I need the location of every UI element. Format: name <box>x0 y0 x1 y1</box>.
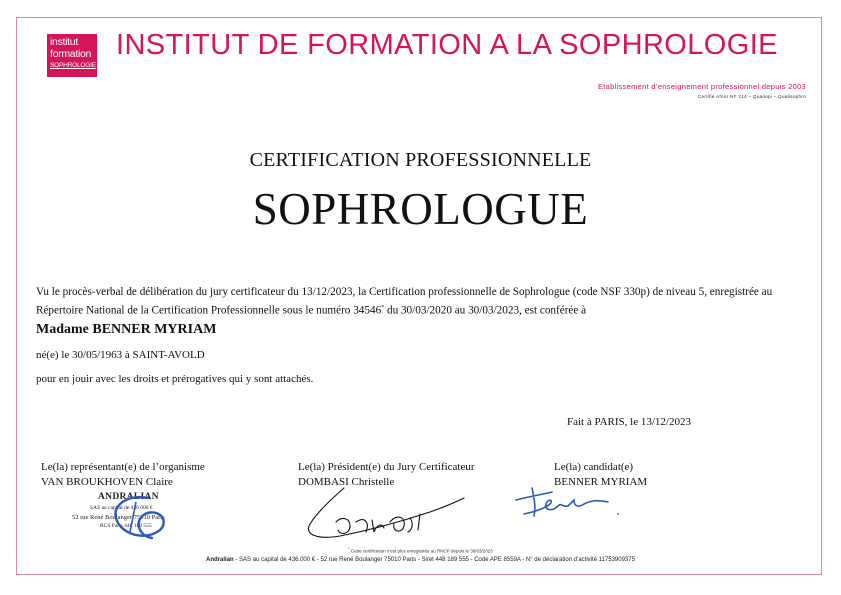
certifications-line: Certifié Afnor NF 214 – Qualiopi – Qualisophro <box>697 95 806 100</box>
certificate-title: CERTIFICATION PROFESSIONNELLE <box>249 149 592 171</box>
signature-block-organisation <box>41 460 205 490</box>
certificate-body: Vu le procès-verbal de délibération du jury certificateur du 13/12/2023, la Certification professionnelle de Sophrologue (code NSF 330p) de niveau 5, enregistrée au Répertoire National de la Certification Professionnelle sous le numéro 34546* du 30/03/2020 au 30/03/2023, est conférée à <box>36 286 773 317</box>
institute-name: INSTITUT DE FORMATION A LA SOPHROLOGIE <box>116 29 778 61</box>
signature-role: Le(la) Président(e) du Jury Certificateur <box>298 461 475 473</box>
footnote: * Cette certification n'est plus enregistrée au RNCP depuis le 30/03/2023 <box>348 547 493 554</box>
company-stamp: ANDRALIAN SAS au capital de 436 000 € 52 rue René Boulanger 75010 Paris RCS Paris 448 189 555 <box>60 492 205 544</box>
signature-name: VAN BROUKHOVEN Claire <box>41 476 173 488</box>
signature-role: Le(la) candidat(e) <box>554 461 634 473</box>
legal-footer: Andralian - SAS au capital de 436.000 € - 52 rue René Boulanger 75010 Paris - Siret 448 189 555 - Code APE 8559A - N° de déclaration d’activité 11753909375 <box>206 557 635 563</box>
signature-name: DOMBASI Christelle <box>298 476 395 488</box>
signature-name: BENNER MYRIAM <box>554 476 648 488</box>
candidate-signature-drawing <box>512 478 622 528</box>
holder-birth: né(e) le 30/05/1963 à SAINT-AVOLD <box>36 349 205 361</box>
rights-statement: pour en jouir avec les droits et prérogatives qui y sont attachés. <box>36 373 314 385</box>
holder-name: Madame BENNER MYRIAM <box>36 322 217 337</box>
place-date: Fait à PARIS, le 13/12/2023 <box>567 416 691 428</box>
jury-president-signature-drawing <box>280 482 470 544</box>
institute-tagline: Etablissement d’enseignement professionnel depuis 2003 <box>598 82 806 91</box>
institute-logo: institut formation SOPHROLOGIE <box>47 34 97 77</box>
certificate-name: SOPHROLOGUE <box>252 184 589 234</box>
signature-role: Le(la) représentant(e) de l’organisme <box>41 461 205 473</box>
organisation-signature-drawing <box>90 492 180 547</box>
